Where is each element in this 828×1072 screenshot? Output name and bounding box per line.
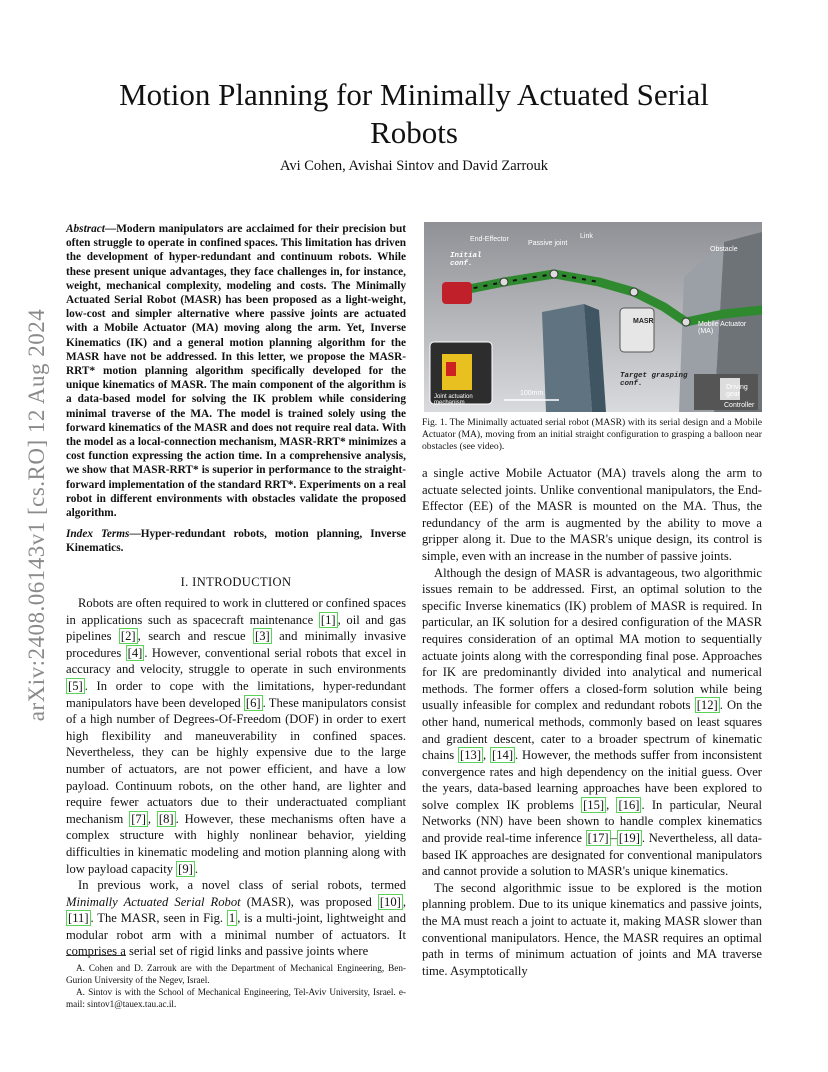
figure-label-driving-gear: Driving gear: [726, 384, 748, 398]
figure-label-scale: 100mm: [520, 390, 544, 397]
figure-label-target-grasping: Target grasping conf.: [620, 372, 688, 388]
citation-link[interactable]: [14]: [492, 748, 514, 763]
abstract-label: Abstract: [66, 223, 105, 235]
citation-link[interactable]: [4]: [127, 645, 143, 660]
citation-link[interactable]: [8]: [158, 811, 174, 826]
intro-paragraph-2: In previous work, a novel class of serial robots, termed Minimally Actuated Serial Robot (MASR), was proposed [10] , [11] . The MASR, seen in Fig. 1 , is a multi-joint, lightweight and modular robot arm with a minimal number of actuators. It comprises a serial set of rigid links and passive joints where: [66, 878, 407, 959]
index-terms-text: —Hyper-redundant robots, motion planning, Inverse Kinematics.: [66, 528, 406, 555]
footnote: [66, 962, 406, 1010]
citation-link[interactable]: [5]: [68, 678, 83, 693]
figure-label-mobile-actuator: Mobile Actuator (MA): [698, 321, 747, 335]
right-column-body: [422, 465, 762, 979]
citation-link[interactable]: [7]: [131, 811, 146, 826]
abstract: [66, 222, 406, 520]
figure-label-controller: Controller: [724, 402, 755, 409]
paper-authors: Avi Cohen, Avishai Sintov and David Zarrouk: [279, 158, 549, 174]
citation-link[interactable]: [9]: [178, 861, 193, 876]
footnote-divider: [66, 955, 126, 956]
citation-link[interactable]: [16]: [618, 797, 640, 812]
citation-link[interactable]: [12]: [696, 698, 718, 713]
paper-title: Motion Planning for Minimally Actuated Serial Robots: [119, 77, 709, 150]
index-terms-label: Index Terms: [66, 528, 130, 540]
citation-link[interactable]: [17]: [587, 831, 609, 846]
citation-link[interactable]: [11]: [68, 911, 89, 926]
figure-label-initial-conf: Initial conf.: [450, 252, 482, 268]
figure-1-photo: [424, 222, 762, 412]
citation-link[interactable]: [13]: [460, 748, 482, 763]
arxiv-identifier: arXiv:2408.06143v1 [cs.RO] 12 Aug 2024: [24, 308, 49, 722]
citation-link[interactable]: [6]: [245, 695, 261, 710]
figure-label-joint-actuation: Joint actuation mechanism: [434, 394, 473, 406]
intro-paragraph-1: Robots are often required to work in cluttered or confined spaces in applications such as spacecraft maintenance [1] , oil and gas pipelines [2] , search and rescue [3] and minimally invasive procedures [4] . However, conventional serial robots that excel in accuracy and velocity, struggle to operate in such environments [5] . In order to cope with the limitations, hyper-redundant manipulators have been developed [6] . These manipulators consist of a high number of Degrees-Of-Freedom (DOF) in order to exert high flexibility and maneuverability in confined spaces. Nevertheless, they can be highly expensive due to the large number of actuators, are not power efficient, and have a low payload. Continuum robots, on the other hand, are lighter and require fewer actuators due to their underactuated compliant mechanism [7] , [8] . However, these mechanisms often have a complex structure with highly nonlinear behavior, yielding difficulties in kinematic modeling and motion planning along with low payload capacity [9] .: [66, 596, 406, 876]
footnote-affiliation-2: A. Sintov is with the School of Mechanical Engineering, Tel-Aviv University, Israel. e-mail: sintov1@tauex.tau.ac.il.: [66, 987, 406, 1009]
figure-link[interactable]: 1: [228, 911, 236, 926]
figure-label-masr: MASR: [633, 318, 654, 325]
section-heading-introduction: I. INTRODUCTION: [180, 575, 292, 589]
right-paragraph-2: Although the design of MASR is advantageous, two algorithmic issues remain to be addressed. First, an optimal solution to the specific Inverse kinematics (IK) problem of MASR is required. In particular, an IK solution for a desired configuration of the MASR requires consideration of an optimal MA motion to sequentially actuate joints along with the corresponding final pose. Approaches for IK are predominantly divided into analytical and numerical methods. The former offers a closed-form solution while being usually infeasible for complex and redundant robots [12] . On the other hand, numerical methods, commonly based on least squares and gradient descent, cater to a broader spectrum of kinematic chains [13] , [14] . However, the methods suffer from inconsistent convergence rates and high dependency on the initial guess. Over the years, data-based learning approaches have been explored to solve complex IK problems [15] , [16] . In particular, Neural Networks (NN) have been shown to handle complex kinematics and provide real-time inference [17] – [19] . Nevertheless, all data-based IK approaches are designated for conventional manipulators and cannot provide a solution to MASR's unique kinematics.: [422, 565, 763, 879]
figure-1-caption: Fig. 1. The Minimally actuated serial robot (MASR) with its serial design and a Mobile Actuator (MA), moving from an initial straight configuration to grasping a balloon near obstacles (see video).: [422, 417, 762, 453]
citation-link[interactable]: [10]: [379, 894, 401, 909]
abstract-text: —Modern manipulators are acclaimed for their precision but often struggle to operate in confined spaces. This limitation has driven the development of hyper-redundant and continuum robots. While these present unique advantages, they face challenges in, for instance, weight, mechanical complexity, modeling and costs. The Minimally Actuated Serial Robot (MASR) has been proposed as a light-weight, low-cost and simpler alternative where passive joints are actuated with a Mobile Actuator (MA) moving along the arm. Yet, Inverse Kinematics (IK) and a general motion planning algorithm for the MASR have not be addressed. In this letter, we propose the MASR-RRT* motion planning algorithm specifically developed for the unique kinematics of MASR. The main component of the algorithm is a data-based model for solving the IK problem while considering minimal traverse of the MA. The model is trained solely using the forward kinematics of the MASR and does not require real data. With the model as a local-connection mechanism, MASR-RRT* minimizes a cost function expressing the action time. In a comprehensive analysis, we show that MASR-RRT* is superior in performance to the straight-forward implementation of the standard RRT*. Experiments on a real robot in different environments with obstacles validate the proposed algorithm.: [66, 223, 406, 520]
citation-link[interactable]: [19]: [618, 831, 640, 846]
figure-label-passive-joint: Passive joint: [528, 240, 568, 247]
footnote-affiliation-1: A. Cohen and D. Zarrouk are with the Department of Mechanical Engineering, Ben-Gurion University of the Negev, Israel.: [66, 963, 406, 985]
citation-link[interactable]: [2]: [120, 629, 136, 644]
citation-link[interactable]: [15]: [583, 797, 605, 812]
right-paragraph-3: The second algorithmic issue to be explored is the motion planning problem. Due to its unique kinematics and passive joints, the MA must reach a joint to actuate it, making MASR slower than conventional manipulators. Hence, the MASR requires an optimal path in terms of minimum actuation of joints and MA traverse time. Asymptotically: [422, 880, 762, 978]
introduction-body: [66, 595, 406, 960]
figure-label-end-effector: End-Effector: [470, 236, 509, 243]
figure-label-obstacle: Obstacle: [710, 246, 738, 253]
index-terms: [66, 527, 406, 555]
citation-link[interactable]: [1]: [320, 612, 336, 627]
citation-link[interactable]: [3]: [255, 629, 270, 644]
right-paragraph-1: a single active Mobile Actuator (MA) travels along the arm to actuate selected joints. Unlike conventional manipulators, the End-Effector (EE) of the MASR is mounted on the MA. Thus, the redundancy of the arm is augmented by the ability to move a gripper along it. Due to the MASR's unique design, its control is simple, even with an increase in the number of passive joints.: [422, 466, 762, 563]
figure-label-link: Link: [580, 233, 593, 240]
